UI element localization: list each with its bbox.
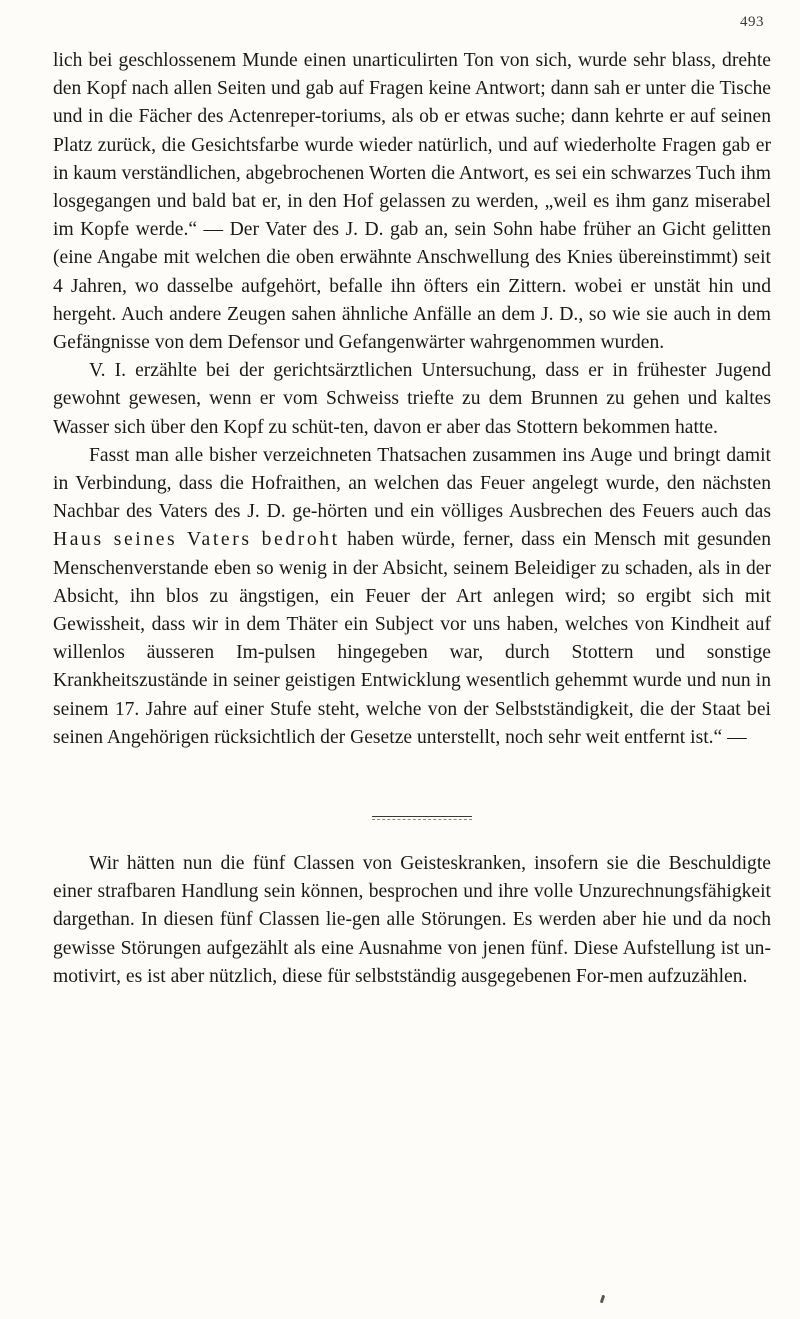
- section-divider: [372, 816, 472, 817]
- emphasized-text: Haus seines Vaters bedroht: [53, 529, 340, 551]
- paragraph-text: Fasst man alle bisher verzeichneten Thatsachen zusammen ins Auge und bringt damit in Verbindung, dass die Hofraithen, an welchen das Feuer angelegt wurde, den nächsten Nachbar des Vaters des J. D. ge-hörten und ein völliges Ausbrechen des Feuers auch das: [53, 444, 771, 523]
- paragraph: [53, 442, 771, 752]
- paragraph: Wir hätten nun die fünf Classen von Geisteskranken, insofern sie die Beschuldigte einer strafbaren Handlung sein können, besprochen und ihre volle Unzurechnungsfähigkeit dargethan. In diesen fünf Classen lie-gen alle Störungen. Es werden aber hie und da noch gewisse Störungen aufgezählt als eine Ausnahme von jenen fünf. Diese Aufstellung ist un-motivirt, es ist aber nützlich, diese für selbstständig ausgegebenen For-men aufzuzählen.: [53, 853, 771, 987]
- page-number: 493: [740, 14, 764, 30]
- paragraph-text: haben würde, ferner, dass ein Mensch mit gesunden Menschenverstande eben so wenig in der Absicht, seinem Beleidiger zu schaden, als in der Absicht, ihn blos zu ängstigen, ein Feuer der Art anlegen wird; so ergibt sich mit Gewissheit, dass wir in dem Thäter ein Subject vor uns haben, welches von Kindheit auf willenlos äusseren Im-pulsen hingegeben war, durch Stottern und sonstige Krankheitszustände in seiner geistigen Entwicklung wesentlich gehemmt wurde und nun in seinem 17. Jahre auf einer Stufe steht, welche von der Selbstständigkeit, die der Staat bei seinen Angehörigen rücksichtlich der Gesetze unterstellt, noch sehr weit entfernt ist.“ —: [53, 529, 771, 748]
- paragraph: V. I. erzählte bei der gerichtsärztlichen Untersuchung, dass er in frühester Jugend gewohnt gewesen, wenn er vom Schweiss triefte zu dem Brunnen zu gehen und kaltes Wasser sich über den Kopf zu schüt-ten, davon er aber das Stottern bekommen hatte.: [53, 360, 771, 438]
- text-section-1: [53, 47, 771, 752]
- text-section-2: [53, 850, 771, 991]
- ink-speck: [600, 1295, 605, 1304]
- paragraph: lich bei geschlossenem Munde einen unarticulirten Ton von sich, wurde sehr blass, drehte den Kopf nach allen Seiten und gab auf Fragen keine Antwort; dann sah er unter die Tische und in die Fächer des Actenreper-toriums, als ob er etwas suche; dann kehrte er auf seinen Platz zurück, die Gesichtsfarbe wurde wieder natürlich, und auf wiederholte Fragen gab er in kaum verständlichen, abgebrochenen Worten die Antwort, es sei ein schwarzes Tuch ihm losgegangen und bald bat er, in den Hof gelassen zu werden, „weil es ihm ganz miserabel im Kopfe werde.“ — Der Vater des J. D. gab an, sein Sohn habe früher an Gicht gelitten (eine Angabe mit welchen die oben erwähnte Anschwellung des Knies übereinstimmt) seit 4 Jahren, wo dasselbe aufgehört, befalle ihn öfters ein Zittern. wobei er unstät hin und hergeht. Auch andere Zeugen sahen ähnliche Anfälle an dem J. D., so wie sie auch in dem Gefängnisse von dem Defensor und Gefangenwärter wahrgenommen wurden.: [53, 50, 771, 354]
